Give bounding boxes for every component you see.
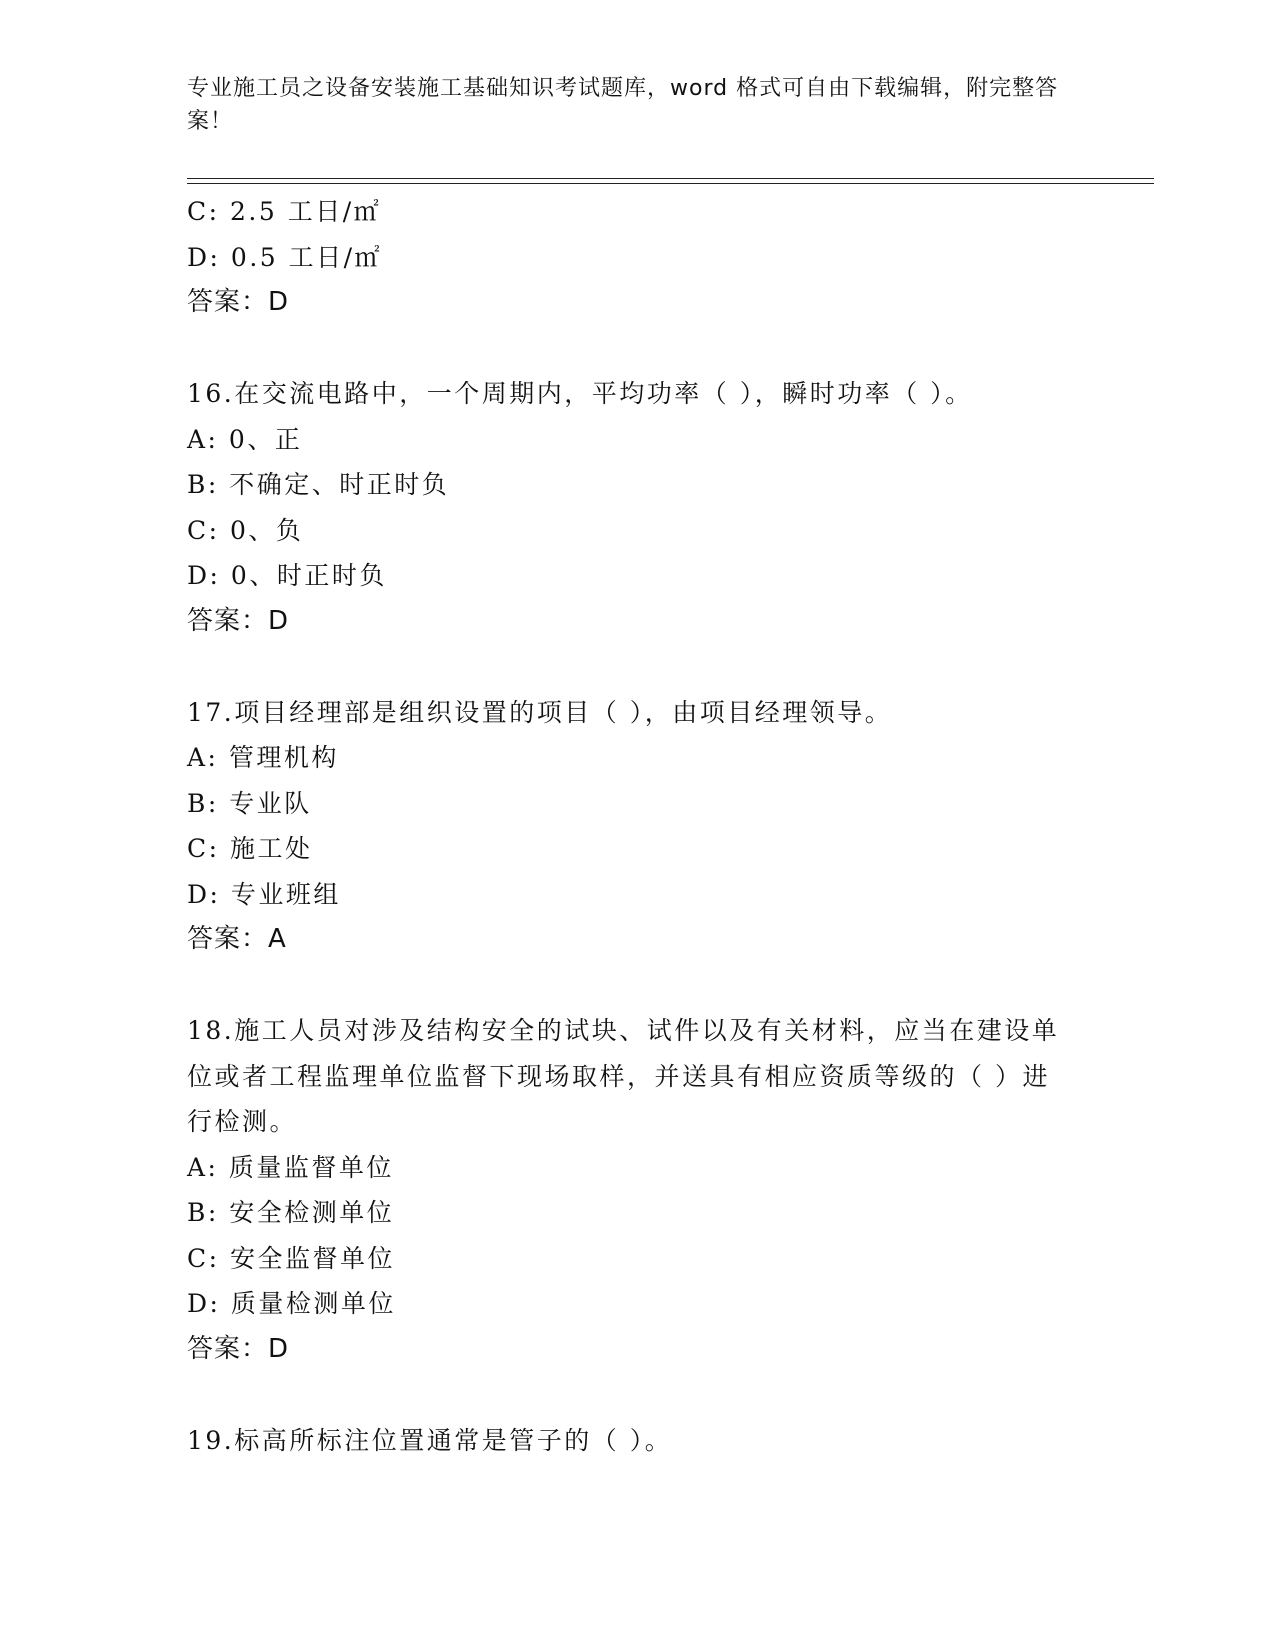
spacer (187, 963, 1087, 1009)
page-header: 专业施工员之设备安装施工基础知识考试题库，word 格式可自由下载编辑，附完整答案！ (187, 76, 1059, 134)
question-18 (187, 1008, 1087, 1372)
header-rule-top (187, 178, 1154, 179)
option-c: C: 施工处 (187, 834, 313, 863)
answer-line: 答案：A (187, 924, 287, 954)
spacer (187, 326, 1087, 372)
question-text: 16.在交流电路中，一个周期内，平均功率（ ），瞬时功率（ ）。 (187, 379, 973, 408)
question-text: 19.标高所标注位置通常是管子的（ ）。 (187, 1425, 673, 1455)
question-list (187, 189, 1087, 1463)
question-text: 18.施工人员对涉及结构安全的试块、试件以及有关材料，应当在建设单位或者工程监理单位监督下现场取样，并送具有相应资质等级的（ ）进行检测。 (187, 1016, 1060, 1136)
spacer (187, 644, 1087, 690)
option-c: C: 安全监督单位 (187, 1243, 395, 1273)
answer-line: 答案：D (187, 605, 290, 636)
option-a: A: 0、正 (187, 424, 303, 454)
option-c: C: 2.5 工日/㎡ (187, 197, 382, 226)
option-b: B: 不确定、时正时负 (187, 470, 450, 499)
spacer (187, 1372, 1087, 1418)
option-b: B: 安全检测单位 (187, 1198, 395, 1227)
question-16 (187, 371, 1087, 644)
answer-line: 答案：D (187, 287, 290, 317)
question-19 (187, 1418, 1087, 1464)
question-17 (187, 690, 1087, 963)
option-a: A: 质量监督单位 (187, 1152, 394, 1182)
header-rule-bottom (187, 183, 1154, 184)
option-c: C: 0、负 (187, 515, 304, 545)
option-d: D: 0.5 工日/㎡ (187, 242, 383, 272)
option-d: D: 专业班组 (187, 879, 341, 909)
question-text: 17.项目经理部是组织设置的项目（ ），由项目经理领导。 (187, 697, 893, 727)
option-d: D: 0、时正时负 (187, 561, 387, 590)
option-a: A: 管理机构 (187, 743, 339, 772)
answer-line: 答案：D (187, 1333, 290, 1364)
option-b: B: 专业队 (187, 788, 312, 818)
option-d: D: 质量检测单位 (187, 1289, 396, 1318)
